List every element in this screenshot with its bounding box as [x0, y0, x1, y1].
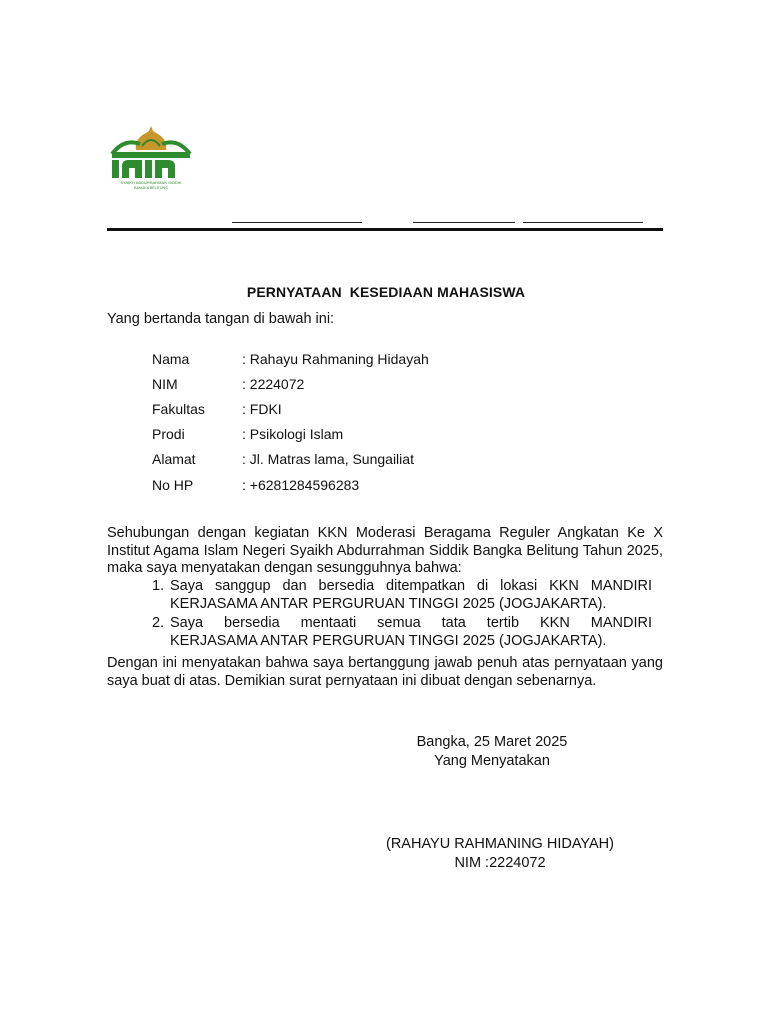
logo-dome — [136, 126, 167, 150]
logo-subtext-1: SYAIKH ABDURRAHMAN SIDDIK — [120, 180, 182, 185]
field-row-fakultas — [152, 396, 429, 421]
header-blank-line — [413, 222, 515, 223]
field-row-nohp — [152, 472, 429, 497]
logo-subtext-2: BANGKA BELITUNG — [134, 186, 168, 190]
list-line: Saya bersedia mentaati semua tata tertib KKN MANDIRI — [170, 615, 652, 632]
field-row-nama — [152, 346, 429, 371]
list-line: KERJASAMA ANTAR PERGURUAN TINGGI 2025 (JOGJAKARTA). — [170, 632, 607, 649]
place-date: Bangka, 25 Maret 2025 — [416, 734, 568, 750]
logo-band — [112, 152, 190, 158]
list-line: KERJASAMA ANTAR PERGURUAN TINGGI 2025 (JOGJAKARTA). — [170, 595, 607, 612]
signer-name: (RAHAYU RAHMANING HIDAYAH) — [386, 836, 614, 852]
intro-text: Yang bertanda tangan di bawah ini: — [107, 311, 335, 327]
list-text — [170, 578, 652, 613]
signer-nim: NIM :2224072 — [454, 855, 546, 871]
field-value: : Rahayu Rahmaning Hidayah — [242, 350, 429, 367]
field-row-alamat — [152, 447, 429, 472]
field-label: NIM — [152, 375, 178, 392]
list-number: 2. — [152, 615, 165, 632]
statement-list — [152, 578, 652, 652]
list-text — [170, 615, 652, 650]
logo-letter-n — [155, 160, 175, 178]
field-label: Prodi — [152, 426, 185, 443]
field-row-nim — [152, 371, 429, 396]
logo-letter-i1 — [112, 160, 119, 178]
signature-header — [392, 733, 592, 771]
iain-logo — [104, 124, 198, 194]
field-value: : FDKI — [242, 400, 282, 417]
field-value: : 2224072 — [242, 375, 305, 392]
logo-letter-a — [122, 160, 142, 178]
field-value: : +6281284596283 — [242, 476, 360, 493]
closing-paragraph: Dengan ini menyatakan bahwa saya bertanggung jawab penuh atas pernyataan yang saya buat di atas. Demikian surat pernyataan ini dibuat dengan sebenarnya. — [107, 655, 663, 689]
identity-fields — [152, 346, 429, 497]
signature-role: Yang Menyatakan — [434, 753, 550, 769]
field-row-prodi — [152, 422, 429, 447]
list-item — [152, 615, 652, 650]
list-line: Saya sanggup dan bersedia ditempatkan di lokasi KKN MANDIRI — [170, 578, 652, 594]
signature-footer — [360, 835, 640, 873]
list-item — [152, 578, 652, 613]
body-paragraph: Sehubungan dengan kegiatan KKN Moderasi Beragama Reguler Angkatan Ke X Institut Agama Islam Negeri Syaikh Abdurrahman Siddik Bangka Belitung Tahun 2025, maka saya menyatakan dengan sesungguhnya bahwa: — [107, 525, 663, 577]
field-label: Nama — [152, 350, 190, 367]
logo-letter-i2 — [145, 160, 152, 178]
field-label: Alamat — [152, 451, 196, 468]
list-number: 1. — [152, 578, 165, 594]
header-blank-line — [232, 222, 362, 223]
field-value: : Jl. Matras lama, Sungailiat — [242, 451, 414, 468]
field-value: : Psikologi Islam — [242, 426, 344, 443]
header-blank-line — [523, 222, 643, 223]
field-label: Fakultas — [152, 400, 205, 417]
field-label: No HP — [152, 476, 194, 493]
document-title: PERNYATAAN KESEDIAAN MAHASISWA — [246, 284, 526, 300]
letterhead-rule — [107, 228, 663, 231]
